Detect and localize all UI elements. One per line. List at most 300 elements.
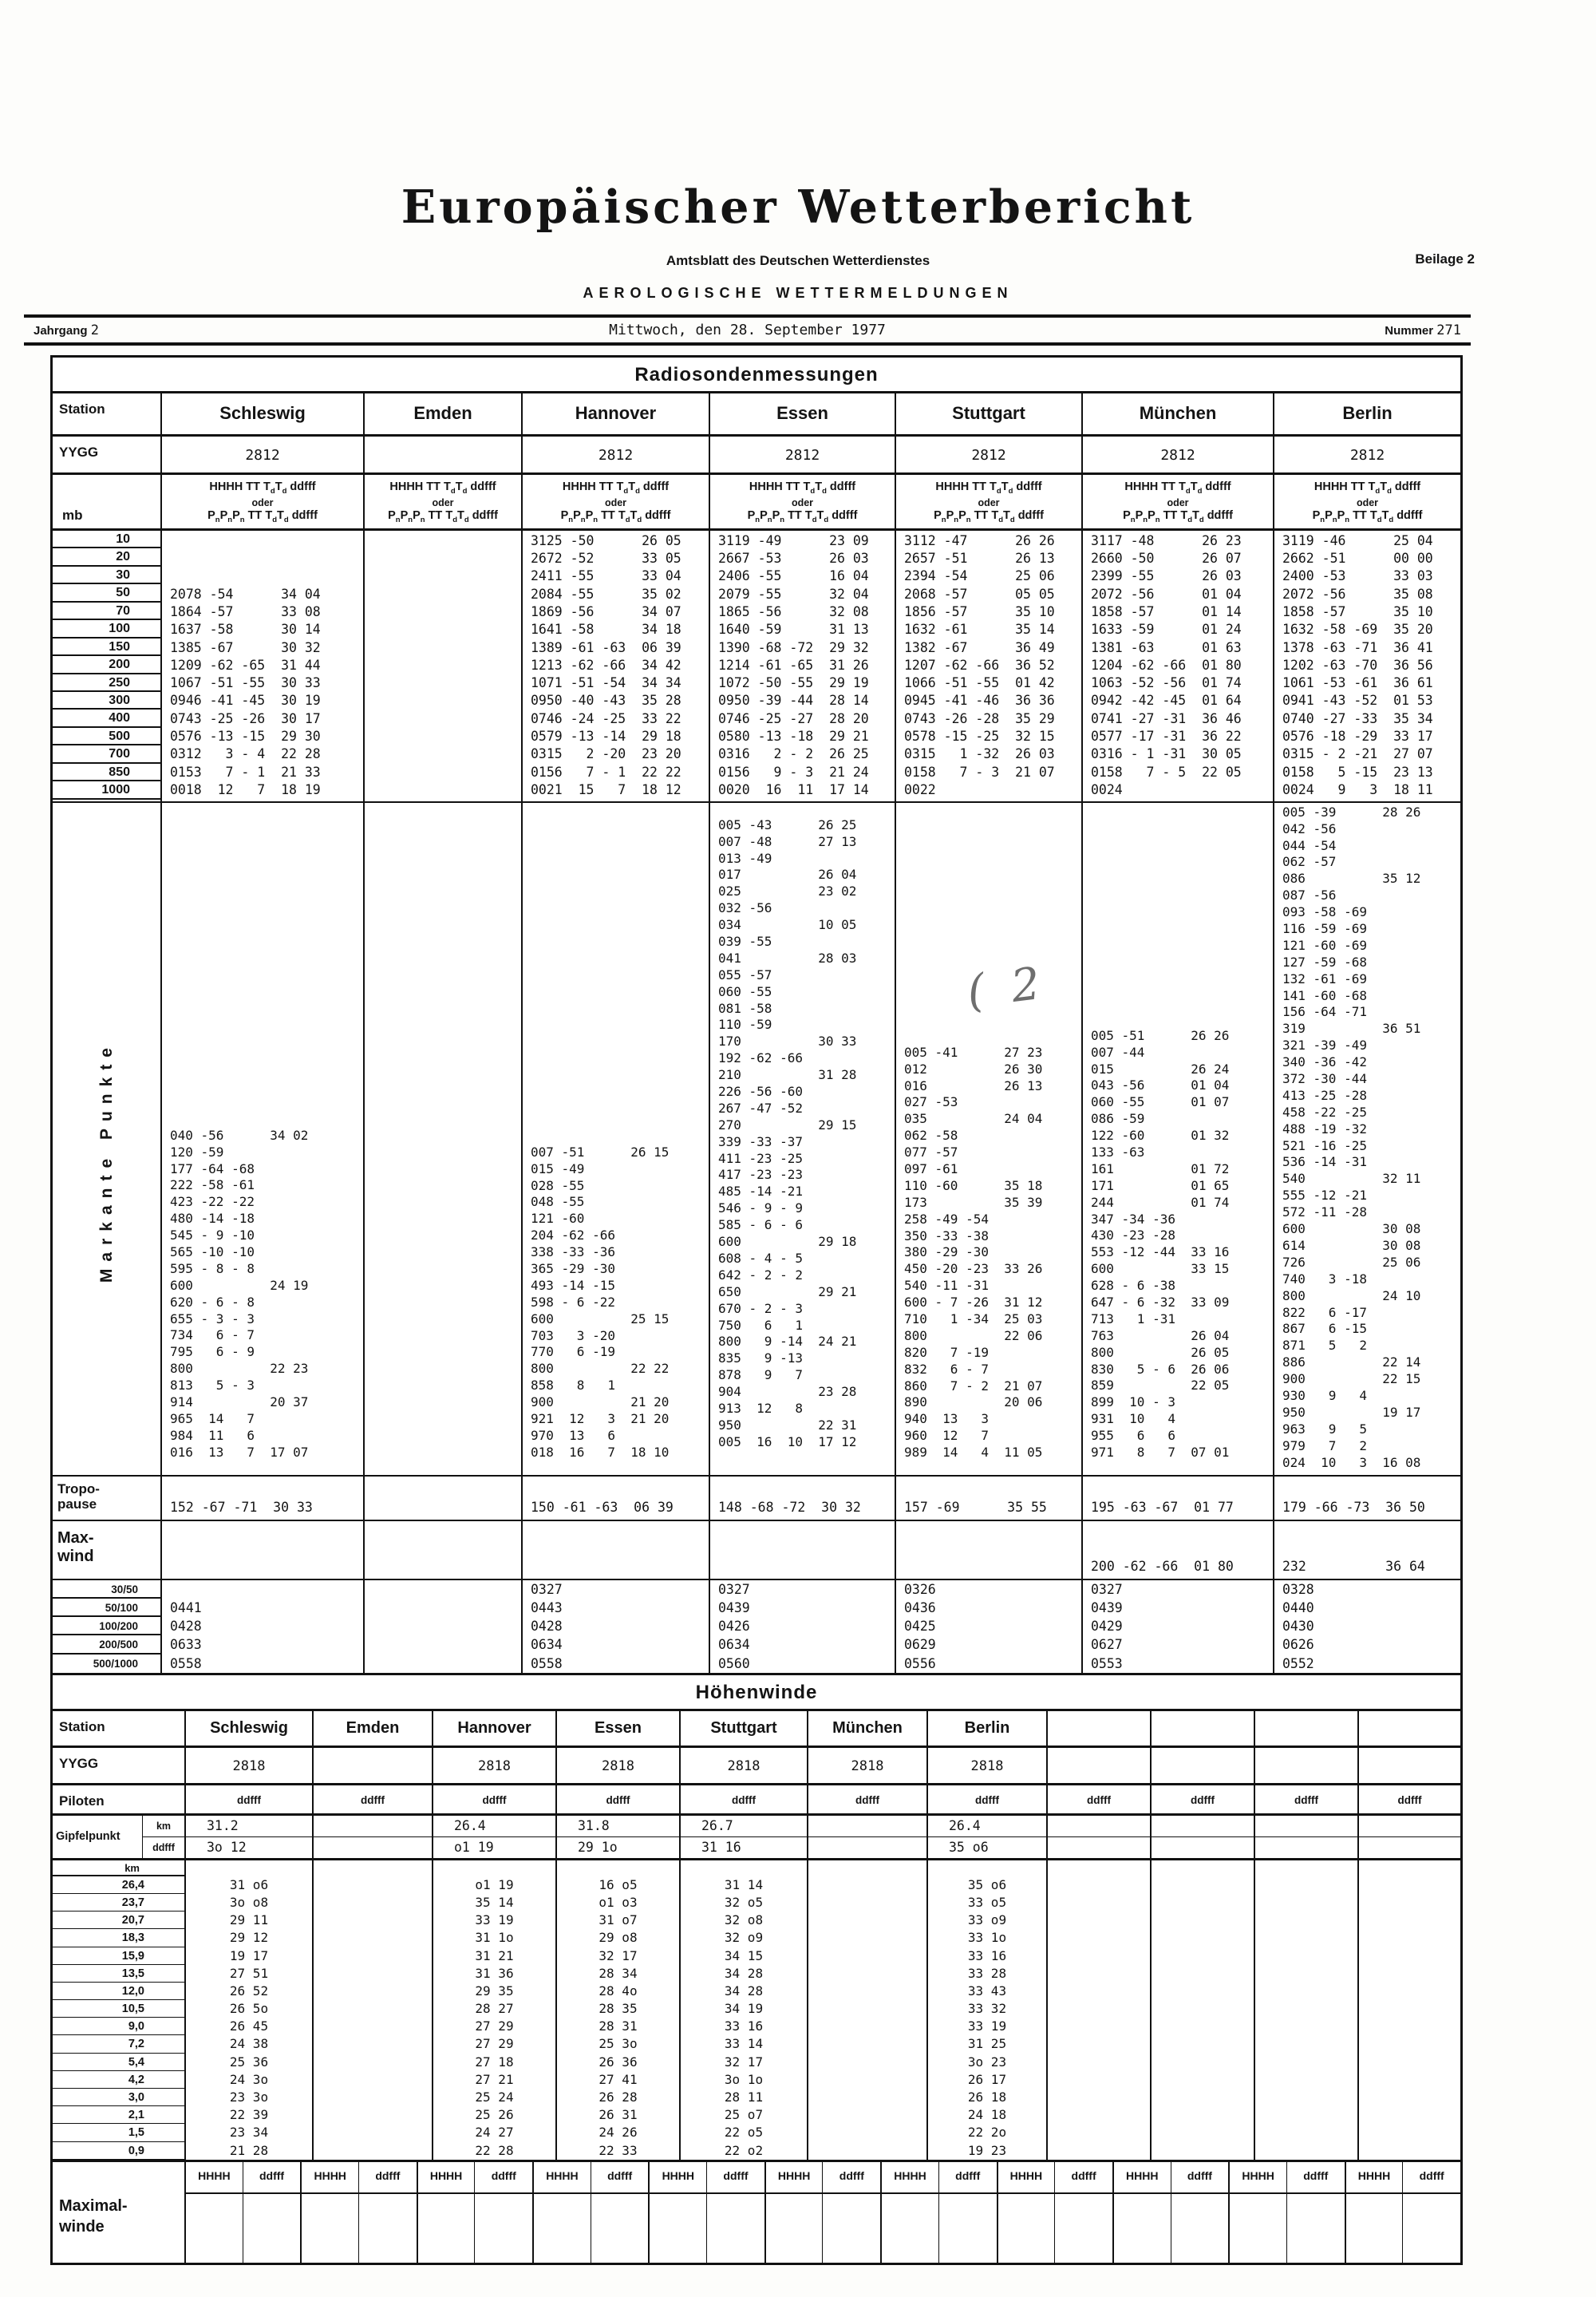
data-line: 31 o6 [229, 1876, 269, 1892]
data-line: 763 26 04 [1091, 1327, 1230, 1343]
markante-emden [363, 803, 521, 1475]
data-line: 132 -61 -69 [1282, 971, 1367, 986]
data-line: 226 -56 -60 [718, 1084, 803, 1100]
data-line: ddfff [312, 1785, 432, 1813]
data-line: 34 19 [724, 2001, 764, 2017]
station-label: Station [59, 401, 105, 417]
data-line: 171 01 65 [1091, 1177, 1230, 1193]
data-line: 3o o8 [229, 1894, 269, 1910]
data-line: 26.4 [432, 1816, 555, 1836]
data-line: 965 14 7 [170, 1410, 255, 1426]
gipfel-ddfff-label: ddfff [152, 1841, 175, 1853]
data-line: 800 26 05 [1091, 1344, 1230, 1360]
data-line: 450 -20 -23 33 26 [904, 1261, 1043, 1277]
data-line: Emden [312, 1711, 432, 1745]
data-line: 600 24 19 [170, 1277, 309, 1293]
data-line: 26 45 [229, 2018, 269, 2034]
data-line: 3119 -49 23 09 [718, 532, 869, 548]
data-line: 2812 [709, 437, 895, 472]
col-header: HHHH TT $T_dT_d$ ddfff oder $P_nP_nP_n$ TT $T_dT_d$ ddfff [1273, 475, 1460, 528]
data-line: 7,2 [53, 2035, 184, 2053]
data-line: 081 -58 [718, 1000, 772, 1016]
data-line: 536 -14 -31 [1282, 1154, 1367, 1170]
data-line: HHHH [300, 2162, 358, 2192]
data-line: 1207 -62 -66 36 52 [904, 657, 1055, 673]
data-line: 800 9 -14 24 21 [718, 1334, 857, 1350]
data-line: 0425 [904, 1619, 936, 1635]
data-line: 900 22 15 [1282, 1371, 1421, 1387]
height-labels [53, 1876, 184, 2160]
data-line: 0633 [170, 1637, 202, 1653]
data-line: 595 - 8 - 8 [170, 1260, 255, 1276]
data-line: 018 16 7 18 10 [531, 1444, 670, 1460]
data-line: 800 22 22 [531, 1361, 670, 1377]
data-line: 0558 [170, 1655, 202, 1671]
hw-empty-2 [1150, 1860, 1254, 2160]
yygg-row [53, 437, 1460, 475]
data-line: 0443 [531, 1599, 563, 1615]
data-line: 16 o5 [598, 1876, 638, 1892]
col-header: HHHH TT $T_dT_d$ ddfff oder $P_nP_nP_n$ TT $T_dT_d$ ddfff [521, 475, 709, 528]
station-data-berlin [1273, 531, 1460, 801]
maximalwinde-header [184, 2162, 1460, 2194]
data-line: 161 01 72 [1091, 1160, 1230, 1176]
data-line: 1202 -63 -70 36 56 [1282, 657, 1433, 673]
data-line: 1072 -50 -55 29 19 [718, 675, 869, 691]
station-data-muenchen [1081, 531, 1273, 801]
data-line: 012 26 30 [904, 1061, 1043, 1077]
data-line: 890 20 06 [904, 1394, 1043, 1410]
data-line: ddfff [1402, 2162, 1460, 2192]
data-line: 156 -64 -71 [1282, 1004, 1367, 1020]
data-line: 2812 [521, 437, 709, 472]
data-line: 028 -55 [531, 1177, 585, 1193]
data-line: 0328 [1282, 1581, 1314, 1597]
data-line: 655 - 3 - 3 [170, 1311, 255, 1326]
data-line: 016 13 7 17 07 [170, 1444, 309, 1460]
data-line: 28 31 [598, 2018, 638, 2034]
data-line: 750 6 1 [718, 1317, 803, 1333]
hw-station-names [184, 1711, 1460, 1745]
date-line: Mittwoch, den 28. September 1977 [609, 322, 886, 338]
handwritten-annotation: ( 2 [964, 957, 1049, 1018]
data-line: 2812 [895, 437, 1081, 472]
data-line: 093 -58 -69 [1282, 904, 1367, 920]
data-line: 23 34 [229, 2125, 269, 2141]
data-line: 044 -54 [1282, 837, 1337, 853]
data-line: 585 - 6 - 6 [718, 1217, 803, 1233]
data-line: 1864 -57 33 08 [170, 603, 321, 619]
data-line [1150, 1711, 1254, 1745]
station-header-row [53, 393, 1460, 437]
markante-schleswig [160, 803, 363, 1475]
data-line: 340 -36 -42 [1282, 1054, 1367, 1070]
data-line: 0441 [170, 1599, 202, 1615]
data-line: 100/200 [53, 1617, 160, 1635]
data-line: 204 -62 -66 [531, 1228, 615, 1243]
data-line: 12,0 [53, 1983, 184, 2000]
col-header: HHHH TT $T_dT_d$ ddfff oder $P_nP_nP_n$ TT $T_dT_d$ ddfff [895, 475, 1081, 528]
data-line: 23,7 [53, 1894, 184, 1912]
data-line: 1213 -62 -66 34 42 [531, 657, 681, 673]
data-line: 33 19 [967, 2018, 1007, 2034]
data-line: 016 26 13 [904, 1077, 1043, 1093]
data-line [1150, 1748, 1254, 1783]
data-line: 267 -47 -52 [718, 1100, 803, 1116]
data-line: 50/100 [53, 1599, 160, 1617]
markante-berlin [1273, 803, 1460, 1475]
data-line: 940 13 3 [904, 1411, 989, 1427]
data-line: 321 -39 -49 [1282, 1038, 1367, 1054]
data-line: Schleswig [184, 1711, 312, 1745]
data-line: 3o 1o [724, 2071, 764, 2087]
data-line: 26.7 [679, 1816, 807, 1836]
data-line: 3125 -50 26 05 [531, 532, 681, 548]
data-line: 0021 15 7 18 12 [531, 781, 681, 797]
gipfelpunkt-label-cell [53, 1816, 184, 1858]
data-line [312, 1816, 432, 1836]
data-line: 0743 -25 -26 30 17 [170, 710, 321, 726]
data-line: 0018 12 7 18 19 [170, 781, 321, 797]
data-line: 1067 -51 -55 30 33 [170, 675, 321, 691]
data-line: 0428 [531, 1619, 563, 1635]
page-title: Europäischer Wetterbericht [401, 180, 1195, 234]
data-line: 005 -43 26 25 [718, 816, 857, 832]
col-header: HHHH TT $T_dT_d$ ddfff oder $P_nP_nP_n$ TT $T_dT_d$ ddfff [363, 475, 521, 528]
data-line: 086 -59 [1091, 1111, 1145, 1127]
data-line: 2078 -54 34 04 [170, 586, 321, 602]
data-line: 0156 7 - 1 22 22 [531, 764, 681, 780]
data-line: 116 -59 -69 [1282, 921, 1367, 937]
data-line: 971 8 7 07 01 [1091, 1445, 1230, 1461]
data-line: Hannover [521, 393, 709, 434]
data-line: ddfff [474, 2162, 532, 2192]
data-line: 0552 [1282, 1655, 1314, 1671]
data-line: 258 -49 -54 [904, 1211, 989, 1227]
data-line: 1637 -58 30 14 [170, 622, 321, 638]
bands-essen [709, 1580, 895, 1673]
data-line: 989 14 4 11 05 [904, 1445, 1043, 1461]
data-line [1357, 1748, 1460, 1783]
data-line: 10 [53, 531, 160, 548]
data-line: 5,4 [53, 2054, 184, 2071]
data-line: 025 23 02 [718, 884, 857, 899]
data-line: 795 6 - 9 [170, 1344, 255, 1360]
mb-label: mb [62, 507, 83, 523]
data-line: 26,4 [53, 1876, 184, 1894]
data-line: 015 -49 [531, 1160, 585, 1176]
data-line: 0316 - 1 -31 30 05 [1091, 746, 1242, 762]
data-line: 703 3 -20 [531, 1327, 615, 1343]
bands-row [53, 1580, 1460, 1675]
data-line: 859 22 05 [1091, 1378, 1230, 1394]
data-line: 26 36 [598, 2054, 638, 2070]
station-names [160, 393, 1460, 434]
data-line: 177 -64 -68 [170, 1160, 255, 1176]
data-line: 005 -51 26 26 [1091, 1027, 1230, 1043]
data-line: 70 [53, 603, 160, 620]
data-line: 150 [53, 638, 160, 656]
data-line: 173 35 39 [904, 1194, 1043, 1210]
maximalwinde-row [53, 2162, 1460, 2263]
data-line: 2072 -56 35 08 [1282, 586, 1433, 602]
data-line: 2068 -57 05 05 [904, 586, 1055, 602]
data-line: HHHH [648, 2162, 706, 2192]
data-line: 417 -23 -23 [718, 1167, 803, 1183]
pressure-data [160, 531, 1460, 801]
data-line: ddfff [1357, 1785, 1460, 1813]
km-wind-data [184, 1860, 1460, 2160]
data-line: 1061 -53 -61 36 61 [1282, 675, 1433, 691]
data-line: 35 o6 [967, 1876, 1007, 1892]
data-line: 3117 -48 26 23 [1091, 532, 1242, 548]
data-line: 3119 -46 25 04 [1282, 532, 1433, 548]
date-bar [24, 314, 1471, 346]
data-line: 500/1000 [93, 1657, 138, 1670]
km-header: km [53, 1860, 184, 1876]
data-line: HHHH [532, 2162, 591, 2192]
data-line: 32 o8 [724, 1912, 764, 1928]
data-line: 822 6 -17 [1282, 1304, 1367, 1320]
data-line: 0429 [1091, 1619, 1123, 1635]
data-line: 2084 -55 35 02 [531, 586, 681, 602]
data-line: 700 [53, 745, 160, 763]
data-line: 28 4o [598, 1983, 638, 1999]
data-line: 4,2 [53, 2071, 184, 2089]
data-line: 1390 -68 -72 29 32 [718, 639, 869, 655]
data-line: 007 -44 [1091, 1044, 1145, 1060]
data-line: 122 -60 01 32 [1091, 1128, 1230, 1144]
data-line: 770 6 -19 [531, 1344, 615, 1360]
data-line: 039 -55 [718, 934, 772, 950]
data-line: 0426 [718, 1619, 750, 1635]
data-line: 3112 -47 26 26 [904, 532, 1055, 548]
data-line: 31 1o [475, 1930, 514, 1946]
data-line: 33 32 [967, 2001, 1007, 2017]
data-line: 2079 -55 32 04 [718, 586, 869, 602]
data-line: 600 29 18 [718, 1234, 857, 1250]
data-line: 2818 [807, 1748, 926, 1783]
data-line: 005 -41 27 23 [904, 1044, 1043, 1060]
data-line: 005 16 10 17 12 [718, 1433, 857, 1449]
data-line: ddfff [555, 1785, 679, 1813]
data-line: 23 3o [229, 2089, 269, 2105]
data-line: 28 34 [598, 1965, 638, 1981]
data-line: ddfff [358, 2162, 417, 2192]
data-line: 0315 1 -32 26 03 [904, 746, 1055, 762]
data-line: ddfff [938, 2162, 997, 2192]
data-line: 26 52 [229, 1983, 269, 1999]
data-line: 1063 -52 -56 01 74 [1091, 675, 1242, 691]
data-line: HHHH [997, 2162, 1055, 2192]
data-line: 077 -57 [904, 1145, 958, 1160]
data-line: ddfff [1150, 1785, 1254, 1813]
data-line: 726 25 06 [1282, 1254, 1421, 1270]
data-line: ddfff [432, 1785, 555, 1813]
data-line: 372 -30 -44 [1282, 1071, 1367, 1087]
hw-emden [312, 1860, 432, 2160]
km-label-column [53, 1860, 184, 2160]
data-line: 0578 -15 -25 32 15 [904, 729, 1055, 745]
data-line [1357, 1837, 1460, 1858]
data-line: 600 33 15 [1091, 1261, 1230, 1277]
data-line: 9,0 [53, 2018, 184, 2035]
data-line: 984 11 6 [170, 1427, 255, 1443]
data-line [162, 567, 363, 585]
data-line: 26 28 [598, 2089, 638, 2105]
band-values [160, 1580, 1460, 1673]
data-line: 060 -55 [718, 983, 772, 999]
data-line: 040 -56 34 02 [170, 1127, 309, 1143]
tropopause-label: Tropo- pause [57, 1481, 100, 1512]
data-line [312, 1748, 432, 1783]
data-line: 048 -55 [531, 1194, 585, 1210]
jahrgang: Jahrgang 2 [34, 322, 99, 338]
data-line: 0326 [904, 1581, 936, 1597]
data-line: 0312 3 - 4 22 28 [170, 746, 321, 762]
data-line: 25 26 [475, 2107, 514, 2123]
data-line: HHHH [1112, 2162, 1171, 2192]
markante-hannover [521, 803, 709, 1475]
data-line: ddfff [926, 1785, 1046, 1813]
data-line: 29 11 [229, 1912, 269, 1928]
data-line: 28 27 [475, 2001, 514, 2017]
data-line: 365 -29 -30 [531, 1261, 615, 1277]
data-line: 600 25 15 [531, 1311, 670, 1326]
data-line: 900 21 20 [531, 1394, 670, 1410]
data-line: ddfff [1286, 2162, 1345, 2192]
data-line: ddfff [591, 2162, 649, 2192]
data-line: 608 - 4 - 5 [718, 1250, 803, 1266]
data-line: 0579 -13 -14 29 18 [531, 729, 681, 745]
data-line: 27 18 [475, 2054, 514, 2070]
data-line: 480 -14 -18 [170, 1211, 255, 1227]
data-line: 27 51 [229, 1965, 269, 1981]
data-line: Emden [363, 393, 521, 434]
data-line: 060 -55 01 07 [1091, 1094, 1230, 1110]
data-line: 0626 [1282, 1637, 1314, 1653]
data-line: 250 [53, 674, 160, 692]
column-header-row [53, 475, 1460, 531]
markante-essen [709, 803, 895, 1475]
piloten-row [53, 1785, 1460, 1816]
data-line: 950 19 17 [1282, 1404, 1421, 1420]
data-line: 614 30 08 [1282, 1237, 1421, 1253]
subtitle-row [0, 253, 1596, 269]
data-line: 24 3o [229, 2071, 269, 2087]
data-line: 963 9 5 [1282, 1421, 1367, 1437]
data-line: 1382 -67 36 49 [904, 639, 1055, 655]
data-line: 34 15 [724, 1947, 764, 1963]
data-line: 29 o8 [598, 1930, 638, 1946]
data-line: 13,5 [53, 1965, 184, 1983]
data-line: 27 41 [598, 2071, 638, 2087]
data-line: 0634 [718, 1637, 750, 1653]
data-line: 28 35 [598, 2001, 638, 2017]
hw-empty-4 [1357, 1860, 1460, 2160]
data-line: 120 -59 [170, 1144, 224, 1160]
data-line: 0627 [1091, 1637, 1123, 1653]
data-line: 858 8 1 [531, 1378, 615, 1394]
bands-schleswig [160, 1580, 363, 1673]
data-line: 032 -56 [718, 900, 772, 916]
data-line: 19 17 [229, 1947, 269, 1963]
data-line: 141 -60 -68 [1282, 987, 1367, 1003]
data-line [312, 1837, 432, 1858]
data-line: 2406 -55 16 04 [718, 568, 869, 584]
data-line: 33 16 [967, 1947, 1007, 1963]
data-line: Essen [555, 1711, 679, 1745]
data-line: 0439 [718, 1599, 750, 1615]
gipfelpunkt-sublabels [142, 1816, 184, 1858]
data-line: 598 - 6 -22 [531, 1294, 615, 1310]
piloten-label: Piloten [59, 1793, 105, 1809]
data-line: 380 -29 -30 [904, 1244, 989, 1260]
data-line: 347 -34 -36 [1091, 1211, 1175, 1227]
data-line: ddfff [1171, 2162, 1229, 2192]
data-line: 31.2 [184, 1816, 312, 1836]
hw-berlin [926, 1860, 1046, 2160]
data-line: 0941 -43 -52 01 53 [1282, 693, 1433, 709]
markante-label: Markante Punkte [97, 1040, 116, 1283]
data-line: 830 5 - 6 26 06 [1091, 1361, 1230, 1377]
data-line: 19 23 [967, 2142, 1007, 2158]
data-line: 2400 -53 33 03 [1282, 568, 1433, 584]
data-line: 34 28 [724, 1983, 764, 1999]
data-line: 33 o5 [967, 1894, 1007, 1910]
data-line: 2411 -55 33 04 [531, 568, 681, 584]
data-line: 540 32 11 [1282, 1171, 1421, 1187]
data-line: 2660 -50 26 07 [1091, 551, 1242, 567]
data-line: 904 23 28 [718, 1384, 857, 1400]
data-line: 30 [53, 567, 160, 584]
data-line: 2,1 [53, 2106, 184, 2124]
data-line: 3o 12 [184, 1837, 312, 1858]
station-data-schleswig [160, 531, 363, 801]
data-line: 0428 [170, 1619, 202, 1635]
data-line: HHHH [184, 2162, 243, 2192]
data-line: 411 -23 -25 [718, 1150, 803, 1166]
data-line: 0315 2 -20 23 20 [531, 746, 681, 762]
data-line: 25 24 [475, 2089, 514, 2105]
data-line: 970 13 6 [531, 1427, 615, 1443]
data-line: 27 29 [475, 2018, 514, 2034]
gipfelpunkt-label: Gipfelpunkt [56, 1830, 120, 1844]
data-line: 546 - 9 - 9 [718, 1200, 803, 1216]
data-line: 300 [53, 692, 160, 710]
tropopause-row [53, 1477, 1460, 1521]
data-line [807, 1837, 926, 1858]
data-line: 0746 -25 -27 28 20 [718, 710, 869, 726]
data-line: Essen [709, 393, 895, 434]
station-data-hannover [521, 531, 709, 801]
maximalwinde-grid [184, 2162, 1460, 2263]
data-line: 0746 -24 -25 33 22 [531, 710, 681, 726]
data-line: 0576 -13 -15 29 30 [170, 729, 321, 745]
data-line: 25 36 [229, 2054, 269, 2070]
data-line: 555 -12 -21 [1282, 1188, 1367, 1204]
data-line: 0156 9 - 3 21 24 [718, 764, 869, 780]
data-line: 628 - 6 -38 [1091, 1278, 1175, 1294]
hw-station-label: Station [59, 1718, 105, 1734]
data-line: 121 -60 [531, 1211, 585, 1227]
main-table [50, 355, 1463, 2265]
data-line: 24 38 [229, 2036, 269, 2052]
data-line: 50 [53, 584, 160, 602]
data-line: 650 29 21 [718, 1283, 857, 1299]
data-line: 25 3o [598, 2036, 638, 2052]
data-line: 0945 -41 -46 36 36 [904, 693, 1055, 709]
